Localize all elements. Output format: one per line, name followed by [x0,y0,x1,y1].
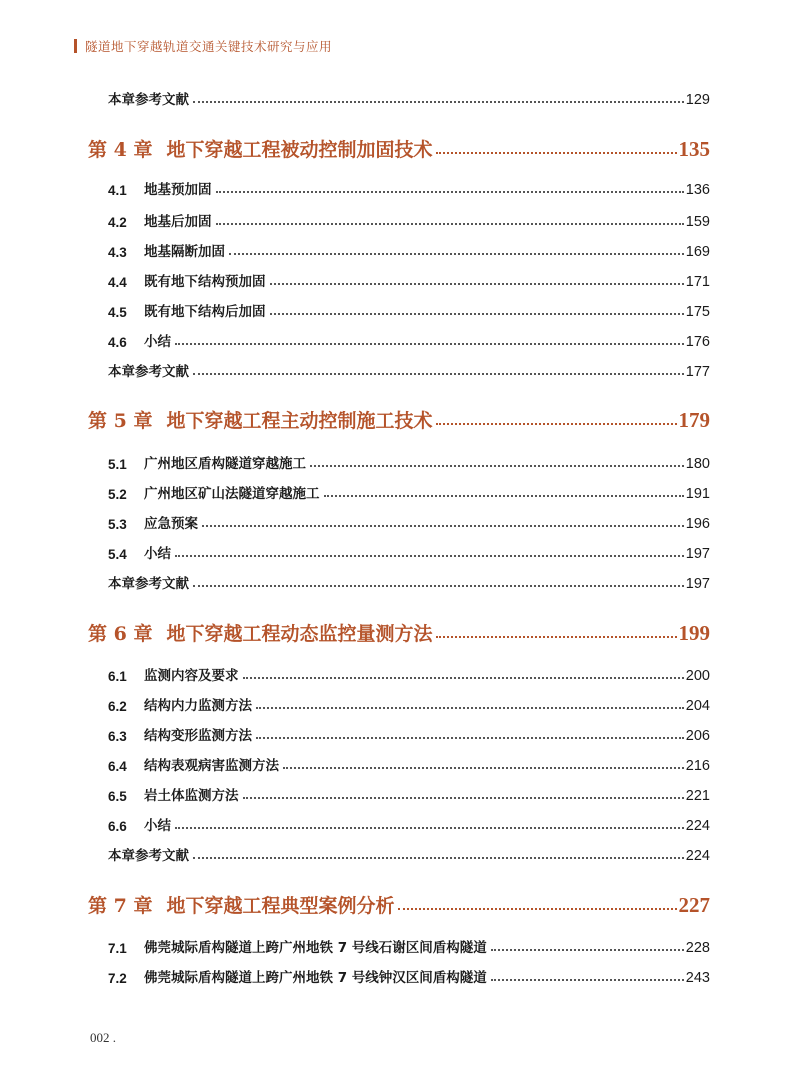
page-reference: 136 [685,182,710,198]
dot-leader [193,857,684,859]
page-reference: 204 [685,698,710,714]
toc-section-entry [0,724,790,744]
toc-section-entry [0,814,790,834]
dot-leader [310,465,684,467]
page-reference: 179 [678,408,710,432]
section-number: 6.6 [108,819,127,834]
toc-section-entry [0,936,790,956]
chapter-number: 第 5 章 [88,410,153,432]
page-reference: 169 [685,244,710,260]
page-reference: 227 [678,893,710,917]
toc-section-entry [0,270,790,290]
section-number: 5.1 [108,457,127,472]
dot-leader [283,767,684,769]
dot-leader [270,313,684,315]
section-number: 5.2 [108,487,127,502]
toc-section-entry [0,754,790,774]
dot-leader [436,152,676,154]
references-label: 本章参考文献 [108,92,189,108]
dot-leader [324,495,684,497]
chapter-number: 第 4 章 [88,139,153,161]
page-reference: 228 [685,940,710,956]
section-title: 小结 [144,546,171,562]
chapter-title: 地下穿越工程被动控制加固技术 [166,139,433,161]
page-reference: 216 [685,758,710,774]
section-number: 6.1 [108,669,127,684]
section-title: 岩土体监测方法 [144,788,239,804]
section-number: 7.2 [108,971,127,986]
page-reference: 129 [685,92,710,108]
section-number: 6.2 [108,699,127,714]
section-title: 结构表观病害监测方法 [144,758,279,774]
page-reference: 197 [685,576,710,592]
header-accent-bar [74,39,77,53]
page-reference: 221 [685,788,710,804]
section-title: 佛莞城际盾构隧道上跨广州地铁 7 号线钟汉区间盾构隧道 [144,970,487,986]
page-reference: 197 [685,546,710,562]
dot-leader [243,677,684,679]
section-number: 5.3 [108,517,127,532]
section-number: 4.2 [108,215,127,230]
section-number: 5.4 [108,547,127,562]
toc-section-entry [0,240,790,260]
toc-section-entry [0,694,790,714]
page-reference: 206 [685,728,710,744]
section-title: 监测内容及要求 [144,668,239,684]
references-label: 本章参考文献 [108,364,189,380]
section-title: 地基隔断加固 [144,244,225,260]
references-label: 本章参考文献 [108,576,189,592]
section-title: 结构变形监测方法 [144,728,252,744]
chapter-number: 第 7 章 [88,895,153,917]
section-number: 6.5 [108,789,127,804]
page-reference: 180 [685,456,710,472]
toc-references-entry [0,88,790,108]
section-number: 6.3 [108,729,127,744]
page-number: 002 . [90,1030,116,1045]
running-header [74,38,332,54]
toc-section-entry [0,210,790,230]
dot-leader [175,555,684,557]
section-title: 广州地区盾构隧道穿越施工 [144,456,306,472]
dot-leader [270,283,684,285]
dot-leader [216,223,684,225]
section-number: 7.1 [108,941,127,956]
dot-leader [256,707,684,709]
section-number: 4.1 [108,183,127,198]
section-title: 既有地下结构后加固 [144,304,266,320]
chapter-number: 第 6 章 [88,623,153,645]
page-reference: 135 [678,137,710,161]
dot-leader [398,908,676,910]
toc-section-entry [0,784,790,804]
toc-section-entry [0,966,790,986]
toc-section-entry [0,330,790,350]
toc-section-entry [0,482,790,502]
toc-section-entry [0,542,790,562]
toc-references-entry [0,844,790,864]
dot-leader [491,979,684,981]
dot-leader [193,585,684,587]
section-number: 4.3 [108,245,127,260]
dot-leader [229,253,684,255]
section-title: 小结 [144,334,171,350]
page-reference: 199 [678,621,710,645]
page-reference: 191 [685,486,710,502]
section-number: 4.6 [108,335,127,350]
toc-section-entry [0,452,790,472]
section-number: 6.4 [108,759,127,774]
chapter-title: 地下穿越工程主动控制施工技术 [166,410,433,432]
page-reference: 224 [685,848,710,864]
page-reference: 200 [685,668,710,684]
references-label: 本章参考文献 [108,848,189,864]
dot-leader [193,373,684,375]
chapter-title: 地下穿越工程典型案例分析 [166,895,395,917]
toc-chapter-entry [0,618,790,646]
page-reference: 177 [685,364,710,380]
section-number: 4.4 [108,275,127,290]
dot-leader [202,525,684,527]
dot-leader [175,827,684,829]
page-reference: 196 [685,516,710,532]
toc-chapter-entry [0,890,790,918]
dot-leader [243,797,684,799]
section-title: 应急预案 [144,516,198,532]
dot-leader [491,949,684,951]
section-title: 地基预加固 [144,182,212,198]
page-reference: 171 [685,274,710,290]
book-title: 隧道地下穿越轨道交通关键技术研究与应用 [85,39,333,54]
section-title: 佛莞城际盾构隧道上跨广州地铁 7 号线石谢区间盾构隧道 [144,940,487,956]
toc-chapter-entry [0,405,790,433]
page-reference: 159 [685,214,710,230]
dot-leader [175,343,684,345]
toc-section-entry [0,300,790,320]
toc-section-entry [0,512,790,532]
chapter-title: 地下穿越工程动态监控量测方法 [166,623,433,645]
dot-leader [436,423,676,425]
toc-references-entry [0,360,790,380]
page-reference: 175 [685,304,710,320]
section-title: 结构内力监测方法 [144,698,252,714]
section-number: 4.5 [108,305,127,320]
toc-section-entry [0,178,790,198]
dot-leader [256,737,684,739]
section-title: 地基后加固 [144,214,212,230]
toc-section-entry [0,664,790,684]
page-reference: 176 [685,334,710,350]
toc-references-entry [0,572,790,592]
section-title: 小结 [144,818,171,834]
section-title: 既有地下结构预加固 [144,274,266,290]
dot-leader [216,191,684,193]
page-reference: 224 [685,818,710,834]
dot-leader [436,636,676,638]
dot-leader [193,101,684,103]
toc-chapter-entry [0,134,790,162]
page-reference: 243 [685,970,710,986]
section-title: 广州地区矿山法隧道穿越施工 [144,486,320,502]
